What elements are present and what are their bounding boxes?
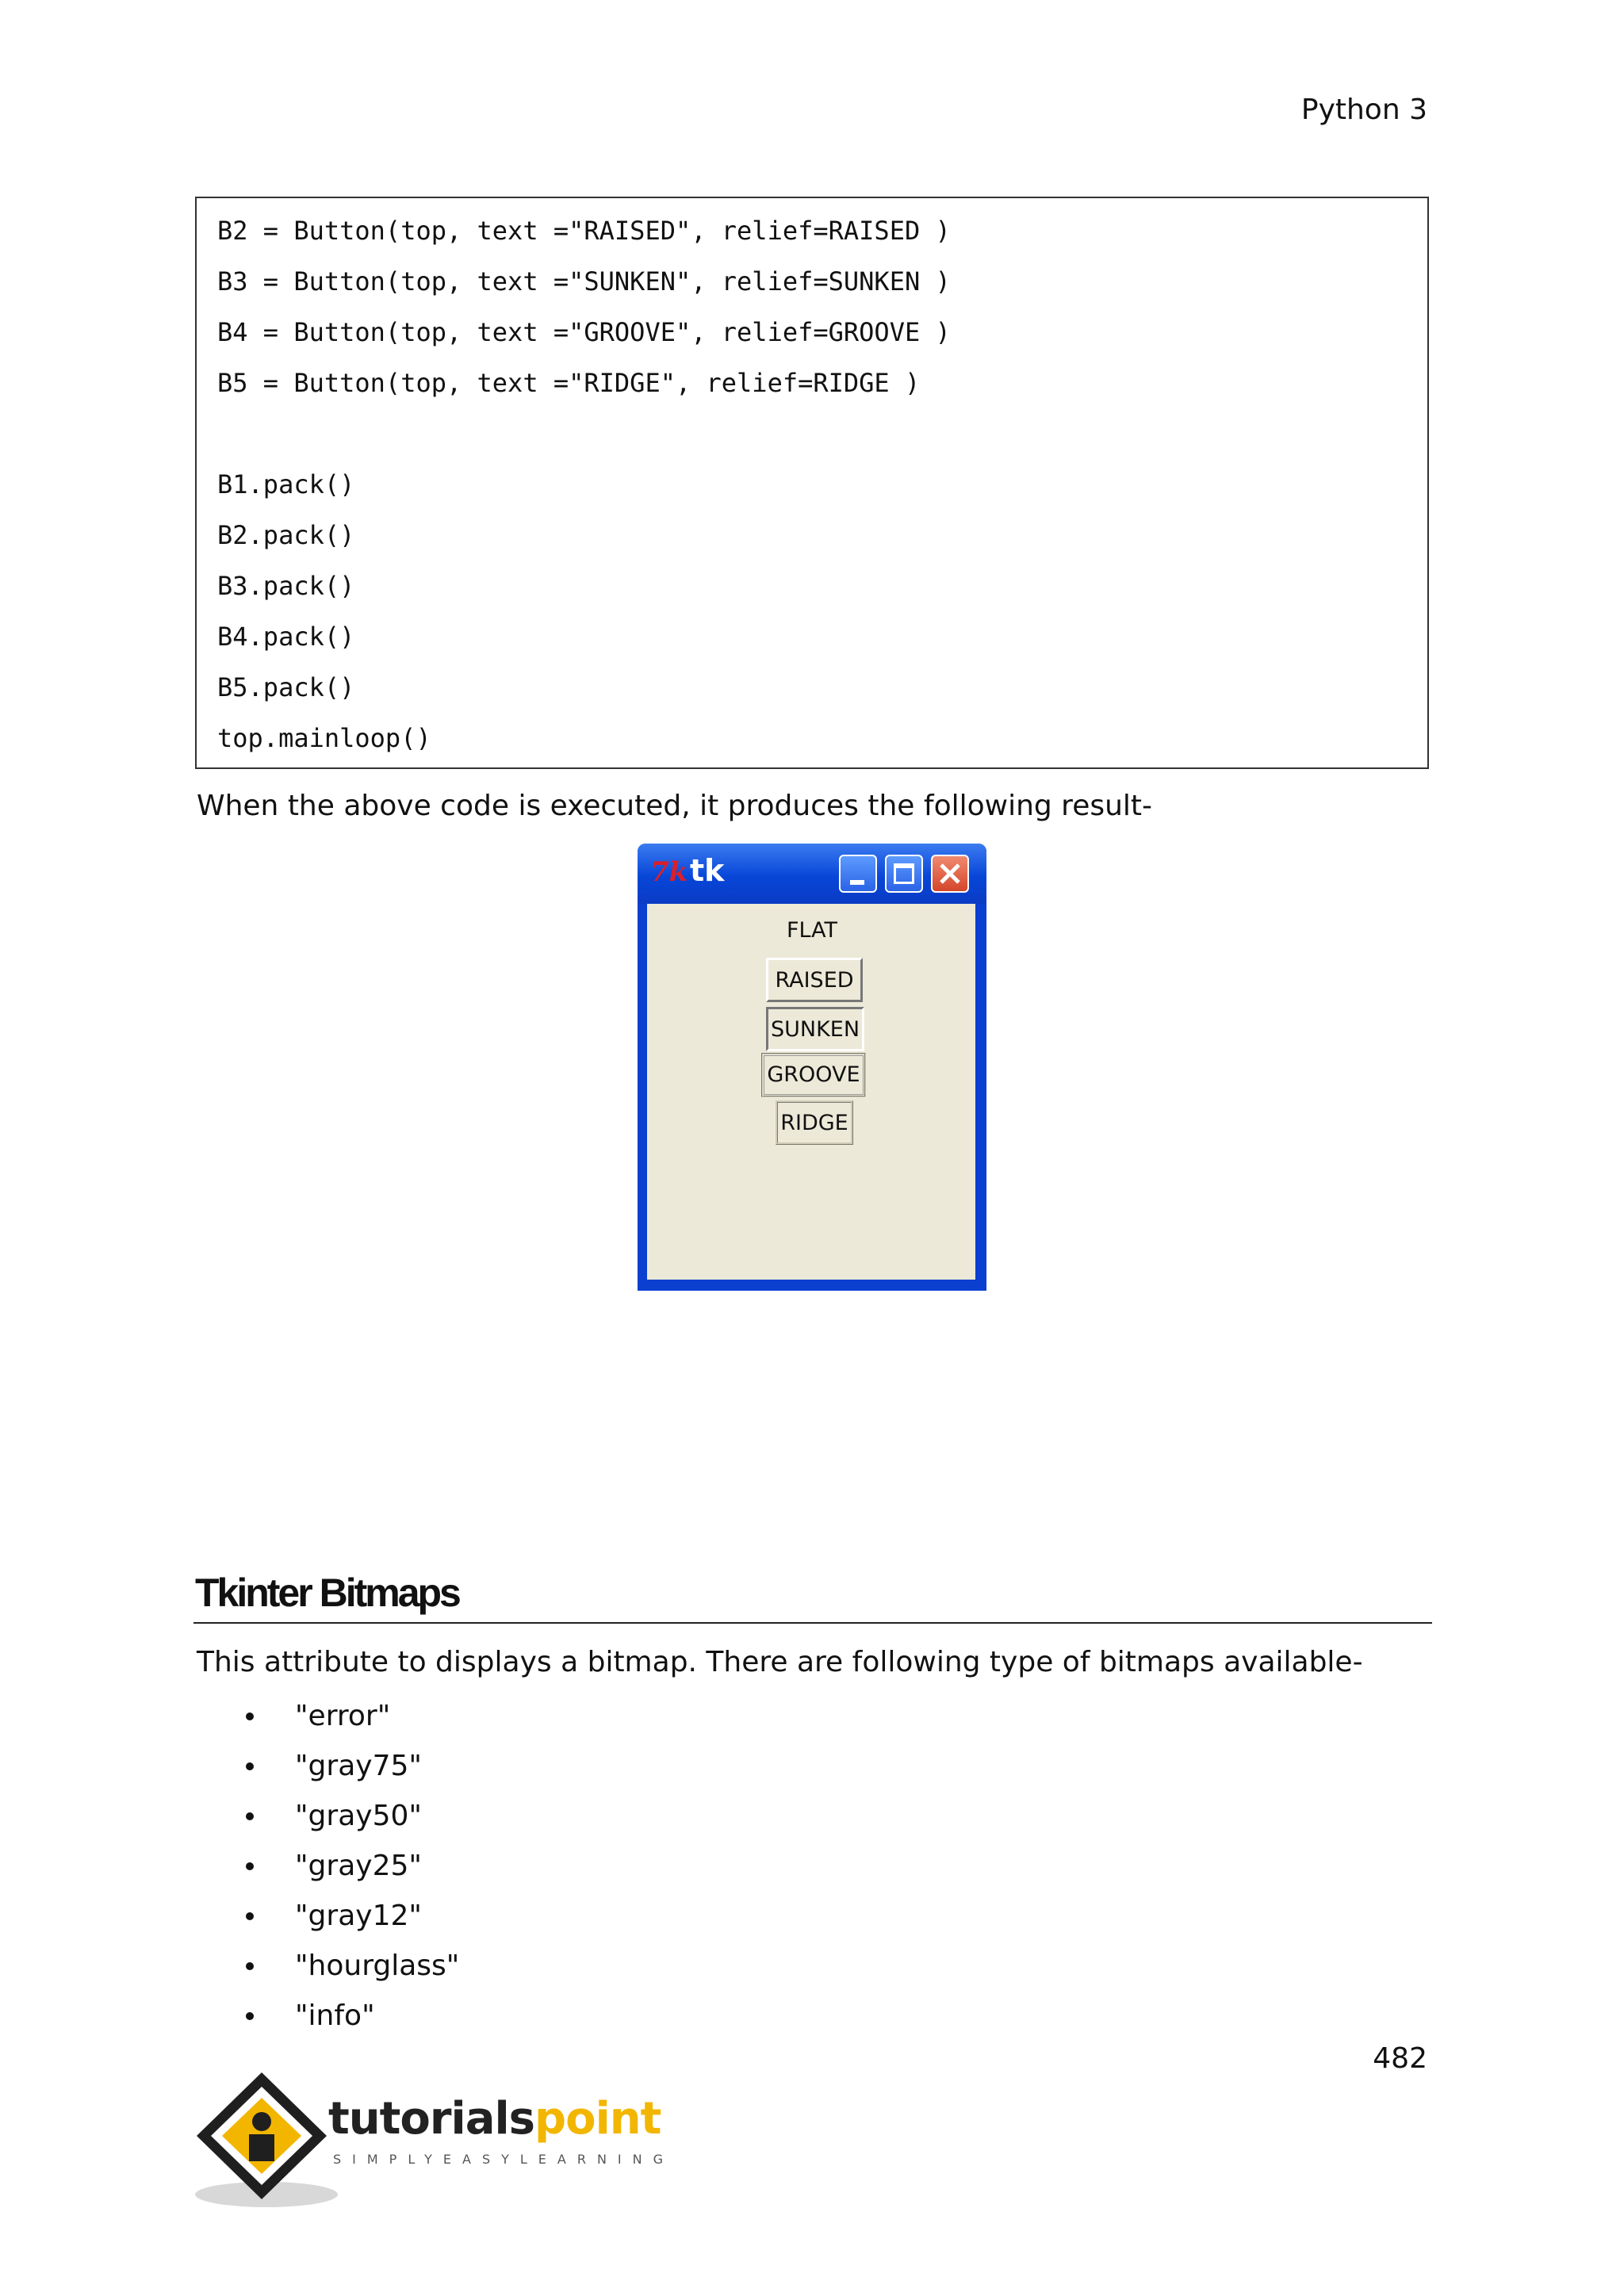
code-line: B5.pack() (217, 672, 355, 702)
raised-button[interactable]: RAISED (766, 958, 863, 1002)
tk-window-title: tk (690, 853, 725, 888)
code-line: B1.pack() (217, 469, 355, 499)
bullet-icon (246, 1912, 254, 1920)
page-header-title: Python 3 (1300, 94, 1427, 126)
bullet-icon (246, 2012, 254, 2020)
code-line: B4 = Button(top, text ="GROOVE", relief=GROOVE ) (217, 317, 951, 347)
code-line: B3.pack() (217, 571, 355, 601)
code-line: B2.pack() (217, 520, 355, 550)
code-line: B2 = Button(top, text ="RAISED", relief=RAISED ) (217, 216, 951, 246)
list-item: "gray75" (295, 1750, 422, 1782)
logo-brand-left: tutorials (328, 2093, 535, 2145)
bullet-icon (246, 1762, 254, 1770)
ridge-button[interactable]: RIDGE (776, 1100, 853, 1145)
code-block (195, 197, 1429, 769)
list-item: "gray25" (295, 1850, 422, 1882)
bullet-icon (246, 1812, 254, 1820)
code-line: B5 = Button(top, text ="RIDGE", relief=RIDGE ) (217, 368, 921, 398)
maximize-button[interactable] (885, 855, 923, 893)
intro-paragraph: When the above code is executed, it produces the following result- (197, 790, 1153, 822)
groove-button[interactable]: GROOVE (761, 1053, 866, 1097)
heading-divider (193, 1622, 1432, 1624)
logo-brand-right: point (534, 2093, 661, 2145)
list-item: "gray50" (295, 1800, 422, 1832)
list-item: "error" (295, 1700, 391, 1732)
code-line: B3 = Button(top, text ="SUNKEN", relief=SUNKEN ) (217, 266, 951, 297)
list-item: "gray12" (295, 1900, 422, 1932)
tk-window (638, 844, 986, 1291)
tk-client-area (647, 904, 975, 1280)
close-button[interactable] (931, 855, 969, 893)
maximize-icon (894, 863, 914, 884)
tutorialspoint-logo (193, 2069, 675, 2212)
code-line: B4.pack() (217, 622, 355, 652)
close-icon (933, 856, 967, 891)
section-heading: Tkinter Bitmaps (195, 1571, 459, 1615)
list-item: "info" (295, 1999, 375, 2032)
minimize-button[interactable] (839, 855, 877, 893)
bullet-icon (246, 1862, 254, 1870)
list-item: "hourglass" (295, 1950, 460, 1982)
flat-button[interactable]: FLAT (786, 918, 838, 943)
bullet-icon (246, 1962, 254, 1970)
tk-feather-icon: 7k (650, 856, 688, 888)
minimize-icon (850, 880, 864, 885)
tk-titlebar[interactable] (638, 844, 986, 904)
page-number: 482 (1373, 2042, 1427, 2075)
logo-tagline: SIMPLYEASYLEARNING (333, 2152, 675, 2167)
code-line: top.mainloop() (217, 723, 431, 753)
sunken-button[interactable]: SUNKEN (766, 1007, 864, 1051)
bullet-icon (246, 1712, 254, 1720)
section-description: This attribute to displays a bitmap. There are following type of bitmaps available- (197, 1646, 1363, 1678)
